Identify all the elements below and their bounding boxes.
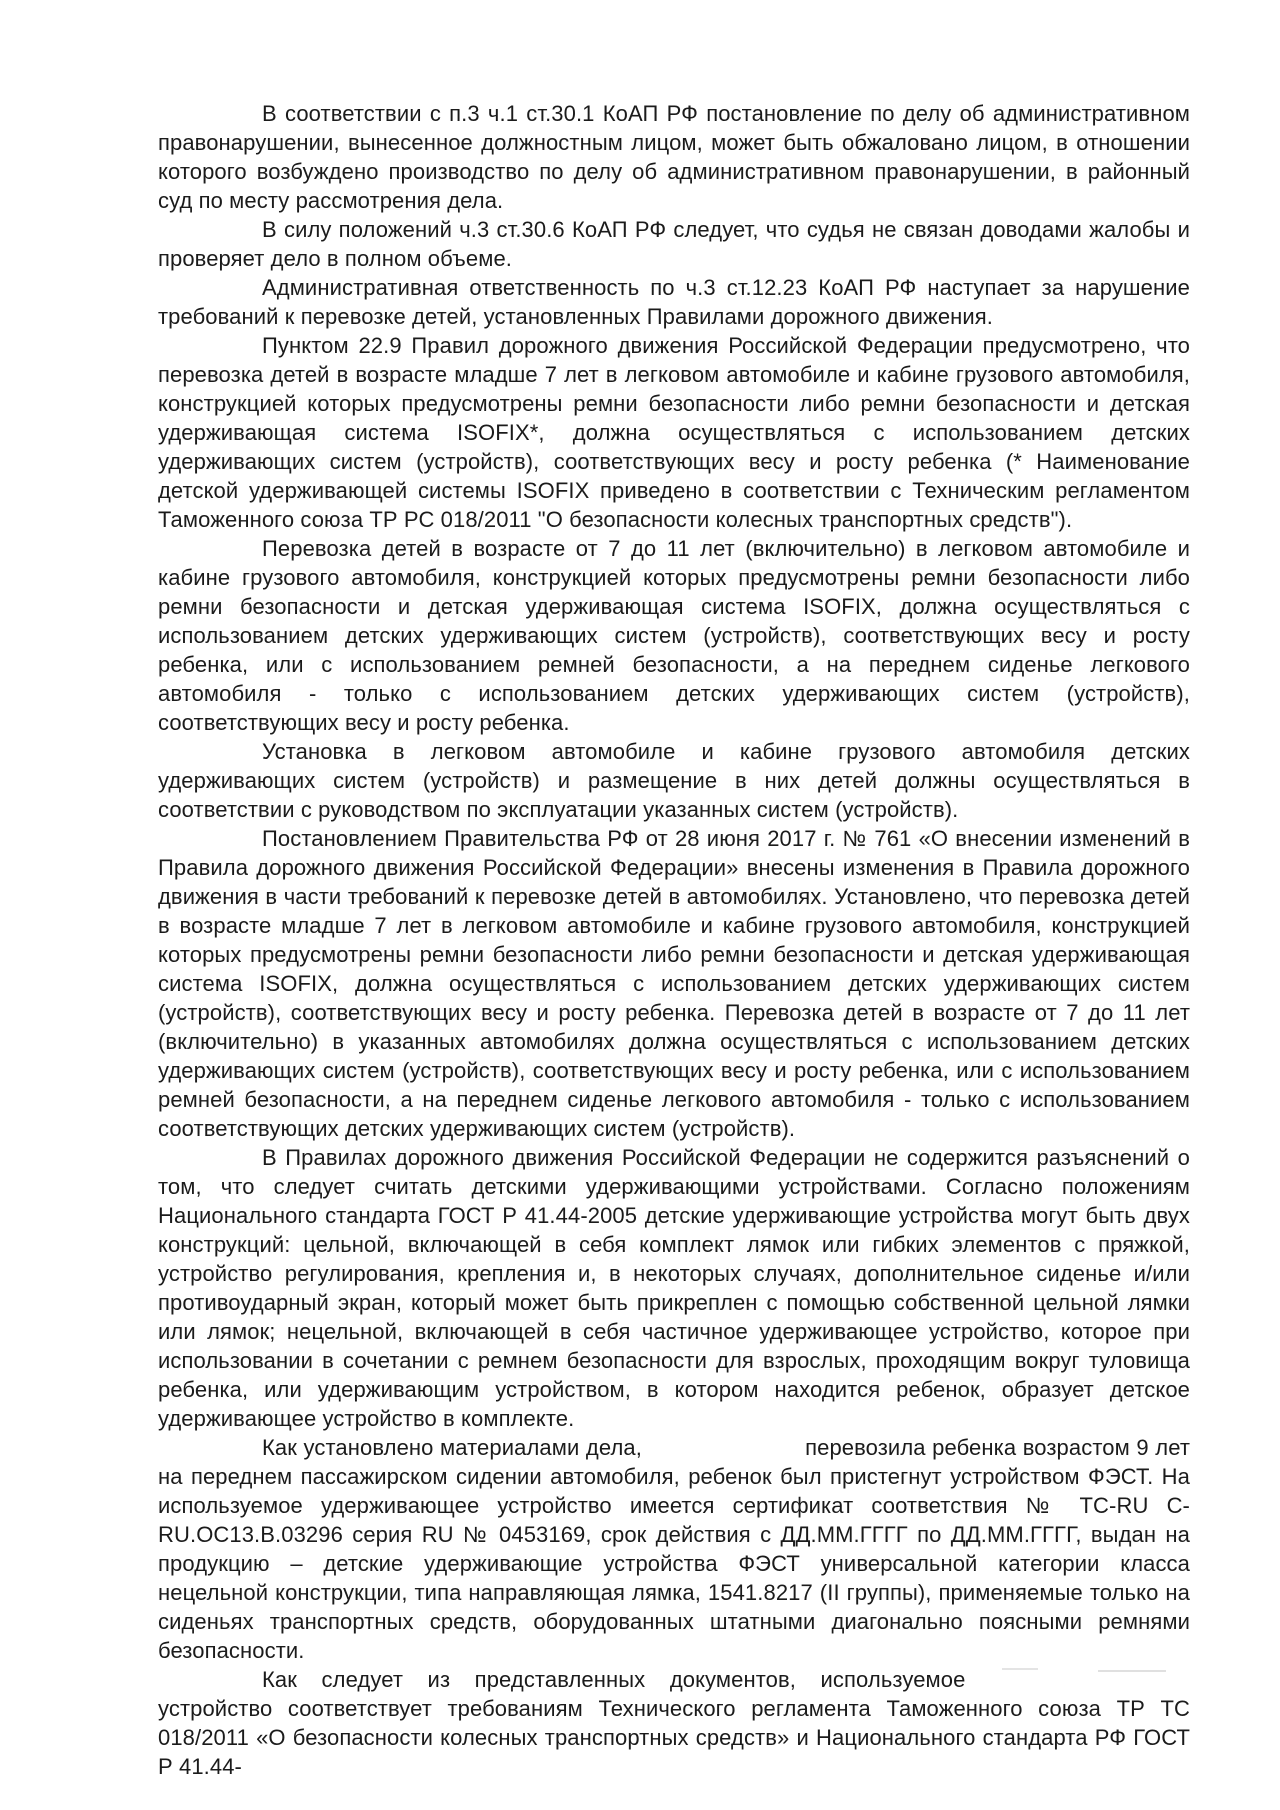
paragraph: Перевозка детей в возрасте от 7 до 11 лет (включительно) в легковом автомобиле и кабине грузового автомобиля, конструкцией которых предусмотрены ремни безопасности либо ремни безопасности и детская удерживающая система ISOFIX, должна осуществляться с использованием детских удерживающих систем (устройств), соответствующих весу и росту ребенка, или с использованием ремней безопасности, а на переднем сиденье легкового автомобиля - только с использованием детских удерживающих систем (устройств), соответствующих весу и росту ребенка. bbox=[158, 536, 1190, 735]
paragraph: Установка в легковом автомобиле и кабине грузового автомобиля детских удерживающих систем (устройств) и размещение в них детей должны осуществляться в соответствии с руководством по эксплуатации указанных систем (устройств). bbox=[158, 739, 1190, 822]
paragraph: В силу положений ч.3 ст.30.6 КоАП РФ следует, что судья не связан доводами жалобы и проверяет дело в полном объеме. bbox=[158, 217, 1190, 271]
document-body bbox=[158, 99, 1190, 1781]
paragraph: Как установлено материалами дела, перевозила ребенка возрастом 9 лет на переднем пассажирском сидении автомобиля, ребенок был пристегнут устройством ФЭСТ. На используемое удерживающее устройство имеется сертификат соответствия № ТС-RU С- RU.ОС13.В.03296 серия RU № 0453169, срок действия с ДД.ММ.ГГГГ по ДД.ММ.ГГГГ, выдан на продукцию – детские удерживающие устройства ФЭСТ универсальной категории класса нецельной конструкции, типа направляющая лямка, 1541.8217 (II группы), применяемые только на сиденьях транспортных средств, оборудованных штатными диагонально поясными ремнями безопасности. bbox=[158, 1435, 1190, 1663]
paragraph: Постановлением Правительства РФ от 28 июня 2017 г. № 761 «О внесении изменений в Правила дорожного движения Российской Федерации» внесены изменения в Правила дорожного движения в части требований к перевозке детей в автомобилях. Установлено, что перевозка детей в возрасте младше 7 лет в легковом автомобиле и кабине грузового автомобиля, конструкцией которых предусмотрены ремни безопасности либо ремни безопасности и детская удерживающая система ISOFIX, должна осуществляться с использованием детских удерживающих систем (устройств), соответствующих весу и росту ребенка. Перевозка детей в возрасте от 7 до 11 лет (включительно) в указанных автомобилях должна осуществляться с использованием детских удерживающих систем (устройств), соответствующих весу и росту ребенка, или с использованием ремней безопасности, а на переднем сиденье легкового автомобиля - только с использованием соответствующих детских удерживающих систем (устройств). bbox=[158, 826, 1190, 1141]
redaction-gap bbox=[649, 1451, 799, 1455]
paragraph: В Правилах дорожного движения Российской Федерации не содержится разъяснений о том, что следует считать детскими удерживающими устройствами. Согласно положениям Национального стандарта ГОСТ Р 41.44-2005 детские удерживающие устройства могут быть двух конструкций: цельной, включающей в себя комплект лямок или гибких элементов с пряжкой, устройство регулирования, крепления и, в некоторых случаях, дополнительное сиденье и/или противоударный экран, который может быть прикреплен с помощью собственной цельной лямки или лямок; нецельной, включающей в себя частичное удерживающее устройство, которое при использовании в сочетании с ремнем безопасности для взрослых, проходящим вокруг туловища ребенка, или удерживающим устройством, в котором находится ребенок, образует детское удерживающее устройство в комплекте. bbox=[158, 1145, 1190, 1431]
paragraph: Как следует из представленных документов, используемое устройство соответствует требованиям Технического регламента Таможенного союза ТР ТС 018/2011 «О безопасности колесных транспортных средств» и Национального стандарта РФ ГОСТ Р 41.44- bbox=[158, 1667, 1190, 1779]
paragraph: Пунктом 22.9 Правил дорожного движения Российской Федерации предусмотрено, что перевозка детей в возрасте младше 7 лет в легковом автомобиле и кабине грузового автомобиля, конструкцией которых предусмотрены ремни безопасности либо ремни безопасности и детская удерживающая система ISOFIX*, должна осуществляться с использованием детских удерживающих систем (устройств), соответствующих весу и росту ребенка (* Наименование детской удерживающей системы ISOFIX приведено в соответствии с Техническим регламентом Таможенного союза ТР РС 018/2011 "О безопасности колесных транспортных средств"). bbox=[158, 333, 1190, 532]
paragraph: Административная ответственность по ч.3 ст.12.23 КоАП РФ наступает за нарушение требований к перевозке детей, установленных Правилами дорожного движения. bbox=[158, 275, 1190, 329]
paragraph: В соответствии с п.3 ч.1 ст.30.1 КоАП РФ постановление по делу об административном правонарушении, вынесенное должностным лицом, может быть обжаловано лицом, в отношении которого возбуждено производство по делу об административном правонарушении, в районный суд по месту рассмотрения дела. bbox=[158, 101, 1190, 213]
redaction-gap bbox=[990, 1683, 1190, 1687]
